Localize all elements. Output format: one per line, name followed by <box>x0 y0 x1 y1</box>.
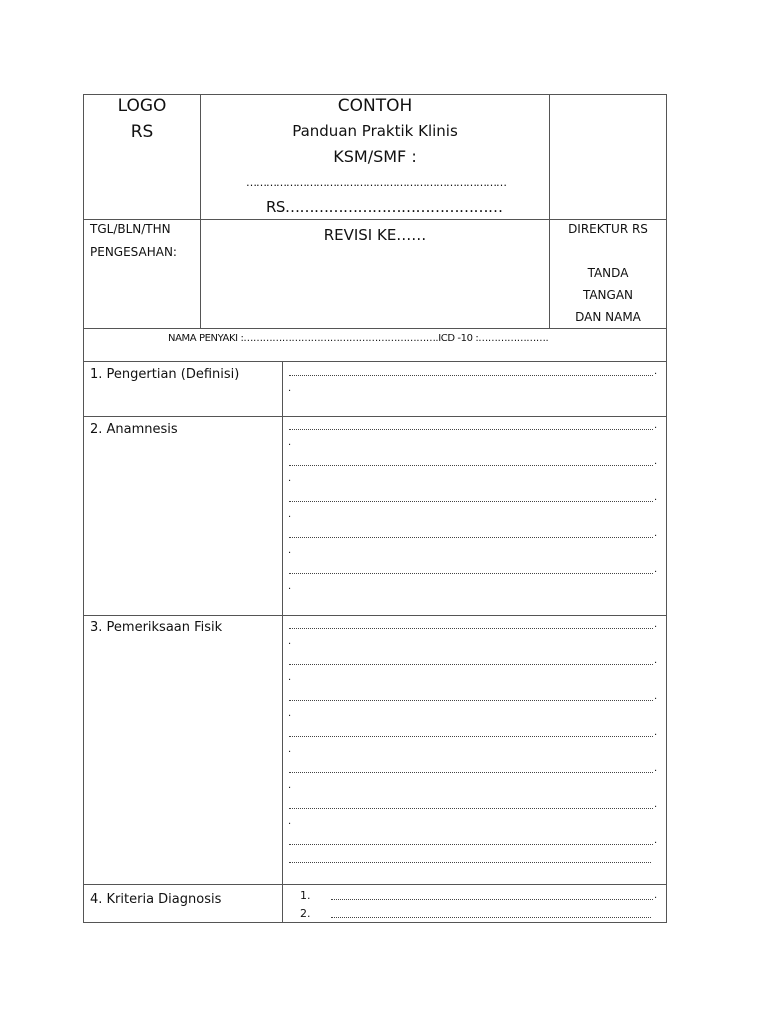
dotted-line <box>289 501 653 502</box>
tangan-label: TANGAN <box>582 288 634 302</box>
dotted-line-period: . <box>288 780 292 791</box>
section-label-pengertian: 1. Pengertian (Definisi) <box>90 367 240 382</box>
rs-label: RS……………………………………… <box>266 198 503 216</box>
dotted-line-period: . <box>654 619 658 630</box>
dotted-line-period: . <box>288 383 292 394</box>
direktur-label: DIREKTUR RS <box>568 222 648 236</box>
section-label-pemeriksaan-fisik: 3. Pemeriksaan Fisik <box>90 620 223 635</box>
dotted-line-period: . <box>654 528 658 539</box>
dotted-line-period: . <box>654 727 658 738</box>
row-divider <box>83 361 667 362</box>
dotted-line <box>331 899 653 900</box>
tanda-label: TANDA <box>587 266 629 280</box>
dotted-line-period: . <box>654 835 658 846</box>
table-border-bottom <box>83 922 667 923</box>
section-label-anamnesis: 2. Anamnesis <box>90 422 178 437</box>
dotted-line-period: . <box>654 890 658 901</box>
dotted-line-period: . <box>654 564 658 575</box>
dotted-line <box>289 772 653 773</box>
tgl-bln-thn-label: TGL/BLN/THN <box>90 222 171 236</box>
dotted-line <box>289 736 653 737</box>
kriteria-item-number: 2. <box>300 907 311 920</box>
dotted-line <box>289 664 653 665</box>
row-divider <box>83 416 667 417</box>
dotted-line-period: . <box>654 456 658 467</box>
dotted-line <box>289 628 653 629</box>
row-divider <box>83 219 667 220</box>
dotted-line <box>331 917 651 918</box>
dan-nama-label: DAN NAMA <box>575 310 641 324</box>
ksm-dots: …………………………………………………………………… <box>246 176 506 189</box>
dotted-line-period: . <box>288 545 292 556</box>
dotted-line-period: . <box>288 509 292 520</box>
section-label-kriteria-diagnosis: 4. Kriteria Diagnosis <box>90 892 222 907</box>
dotted-line-period: . <box>654 655 658 666</box>
dotted-line-period: . <box>288 672 292 683</box>
dotted-line-period: . <box>654 420 658 431</box>
dotted-line <box>289 465 653 466</box>
ksm-smf-label: KSM/SMF : <box>333 147 417 166</box>
dotted-line <box>289 700 653 701</box>
dotted-line <box>289 844 653 845</box>
logo-line1: LOGO <box>117 96 167 116</box>
col-divider <box>282 361 283 923</box>
dotted-line <box>289 862 651 863</box>
dotted-line-period: . <box>654 799 658 810</box>
panduan-title: Panduan Praktik Klinis <box>292 122 458 140</box>
dotted-line-period: . <box>288 708 292 719</box>
row-divider <box>83 328 667 329</box>
pengesahan-label: PENGESAHAN: <box>90 245 177 259</box>
dotted-line <box>289 808 653 809</box>
row-divider <box>83 615 667 616</box>
dotted-line-period: . <box>654 691 658 702</box>
row-divider <box>83 884 667 885</box>
dotted-line-period: . <box>654 492 658 503</box>
dotted-line-period: . <box>288 744 292 755</box>
dotted-line-period: . <box>654 763 658 774</box>
dotted-line <box>289 573 653 574</box>
nama-penyakit-field: NAMA PENYAKI :…………………………………………………….ICD -10 :…………………. <box>168 333 549 344</box>
dotted-line-period: . <box>288 473 292 484</box>
dotted-line-period: . <box>288 581 292 592</box>
dotted-line-period: . <box>288 437 292 448</box>
dotted-line <box>289 429 653 430</box>
logo-line2: RS <box>130 122 154 142</box>
table-border-top <box>83 94 667 95</box>
contoh-title: CONTOH <box>337 96 413 116</box>
dotted-line-period: . <box>288 816 292 827</box>
dotted-line-period: . <box>288 636 292 647</box>
dotted-line <box>289 375 653 376</box>
kriteria-item-number: 1. <box>300 889 311 902</box>
dotted-line-period: . <box>654 366 658 377</box>
revisi-label: REVISI KE…… <box>323 226 427 244</box>
dotted-line <box>289 537 653 538</box>
